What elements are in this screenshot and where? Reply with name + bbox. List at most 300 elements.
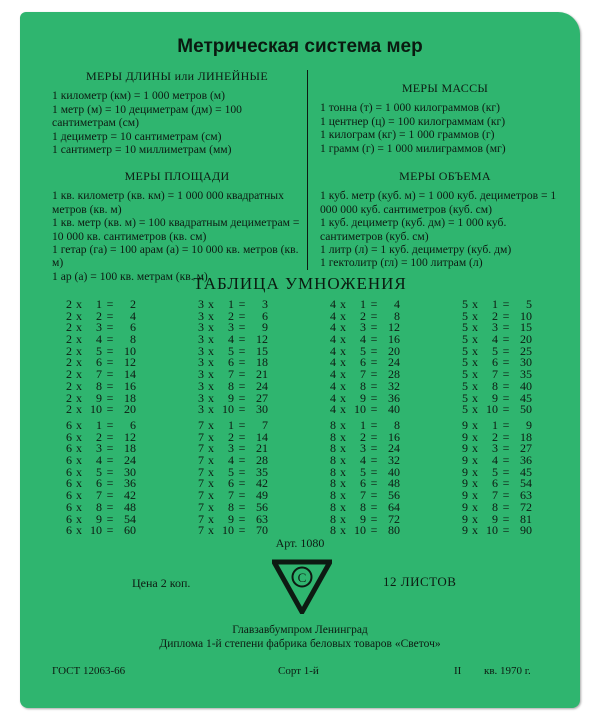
equals-sign: = bbox=[370, 402, 378, 417]
factor-b: 9 bbox=[492, 511, 498, 526]
logo-letter: С bbox=[297, 570, 307, 585]
factor-a: 4 bbox=[330, 332, 336, 347]
factor-b: 8 bbox=[96, 378, 102, 393]
product: 6 bbox=[262, 308, 268, 323]
factor-b: 2 bbox=[96, 429, 102, 444]
diploma-line: Диплома 1-й степени фабрика беловых товаров «Светоч» bbox=[159, 638, 441, 650]
factor-a: 2 bbox=[66, 378, 72, 393]
factor-b: 7 bbox=[492, 367, 498, 382]
table-row bbox=[60, 404, 136, 416]
measure-line: 1 ар (а) = 100 кв. метрам (кв. м) bbox=[52, 269, 208, 283]
equals-sign: = bbox=[106, 429, 114, 444]
equals-sign: = bbox=[370, 523, 378, 538]
equals-sign: = bbox=[370, 441, 378, 456]
times-sign: x bbox=[208, 297, 214, 311]
equals-sign: = bbox=[106, 390, 114, 405]
factor-b: 7 bbox=[228, 367, 234, 382]
times-table-4 bbox=[324, 299, 400, 416]
equals-sign: = bbox=[370, 355, 378, 370]
equals-sign: = bbox=[238, 297, 246, 311]
times-sign: x bbox=[472, 367, 478, 382]
price-label: Цена 2 коп. bbox=[132, 576, 191, 590]
product: 45 bbox=[520, 390, 532, 405]
times-sign: x bbox=[76, 464, 82, 479]
factor-a: 9 bbox=[462, 499, 468, 514]
product: 42 bbox=[124, 488, 136, 503]
factor-a: 7 bbox=[198, 511, 204, 526]
factor-a: 2 bbox=[66, 332, 72, 347]
factor-a: 7 bbox=[198, 453, 204, 468]
times-sign: x bbox=[76, 297, 82, 311]
equals-sign: = bbox=[106, 476, 114, 491]
factor-a: 5 bbox=[462, 402, 468, 417]
measure-line: 1 километр (км) = 1 000 метров (м) bbox=[52, 89, 226, 103]
equals-sign: = bbox=[106, 488, 114, 503]
article-number: Арт. 1080 bbox=[275, 536, 325, 550]
factor-a: 2 bbox=[66, 367, 72, 382]
factor-b: 7 bbox=[228, 488, 234, 503]
factor-a: 2 bbox=[66, 355, 72, 370]
product: 24 bbox=[256, 378, 268, 393]
factor-a: 4 bbox=[330, 320, 336, 335]
measure-line: 1 куб. дециметр (куб. дм) = 1 000 куб. сантиметров (куб. см) bbox=[320, 216, 507, 243]
times-table-8 bbox=[324, 420, 400, 537]
factor-b: 2 bbox=[360, 308, 366, 323]
equals-sign: = bbox=[370, 332, 378, 347]
factor-b: 8 bbox=[360, 378, 366, 393]
equals-sign: = bbox=[502, 343, 510, 358]
factor-a: 3 bbox=[198, 367, 204, 382]
factor-b: 2 bbox=[492, 308, 498, 323]
equals-sign: = bbox=[106, 355, 114, 370]
factor-b: 3 bbox=[492, 320, 498, 335]
equals-sign: = bbox=[502, 453, 510, 468]
product: 56 bbox=[388, 488, 400, 503]
factor-a: 6 bbox=[66, 499, 72, 514]
factor-b: 3 bbox=[360, 320, 366, 335]
factor-b: 10 bbox=[90, 523, 102, 538]
factor-a: 9 bbox=[462, 523, 468, 538]
factor-b: 1 bbox=[96, 297, 102, 311]
measure-line: 1 дециметр = 10 сантиметрам (см) bbox=[52, 129, 222, 143]
times-sign: x bbox=[208, 343, 214, 358]
times-sign: x bbox=[472, 441, 478, 456]
times-sign: x bbox=[208, 320, 214, 335]
times-sign: x bbox=[472, 332, 478, 347]
times-sign: x bbox=[472, 355, 478, 370]
factor-a: 7 bbox=[198, 418, 204, 432]
factor-a: 5 bbox=[462, 390, 468, 405]
product: 90 bbox=[520, 523, 532, 538]
product: 12 bbox=[124, 355, 136, 370]
equals-sign: = bbox=[502, 418, 510, 432]
times-sign: x bbox=[340, 378, 346, 393]
factor-a: 6 bbox=[66, 464, 72, 479]
factor-a: 7 bbox=[198, 476, 204, 491]
product: 5 bbox=[526, 297, 532, 311]
product: 25 bbox=[520, 343, 532, 358]
measure-line: 1 кв. метр (кв. м) = 100 квадратным дециметрам = 10 000 кв. сантиметров (кв. см) bbox=[52, 216, 300, 243]
times-sign: x bbox=[76, 418, 82, 432]
times-sign: x bbox=[340, 367, 346, 382]
equals-sign: = bbox=[502, 367, 510, 382]
factor-b: 7 bbox=[96, 488, 102, 503]
length-heading: МЕРЫ ДЛИНЫ или ЛИНЕЙНЫЕ bbox=[86, 69, 268, 83]
product: 40 bbox=[388, 464, 400, 479]
factor-b: 3 bbox=[96, 441, 102, 456]
product: 16 bbox=[388, 332, 400, 347]
times-sign: x bbox=[76, 453, 82, 468]
equals-sign: = bbox=[106, 418, 114, 432]
times-sign: x bbox=[76, 343, 82, 358]
times-sign: x bbox=[472, 429, 478, 444]
factor-b: 10 bbox=[222, 402, 234, 417]
factor-b: 10 bbox=[486, 523, 498, 538]
product: 3 bbox=[262, 297, 268, 311]
equals-sign: = bbox=[502, 378, 510, 393]
product: 80 bbox=[388, 523, 400, 538]
factor-a: 8 bbox=[330, 441, 336, 456]
product: 36 bbox=[124, 476, 136, 491]
product: 48 bbox=[388, 476, 400, 491]
equals-sign: = bbox=[238, 499, 246, 514]
factor-b: 4 bbox=[228, 453, 234, 468]
equals-sign: = bbox=[106, 367, 114, 382]
factor-a: 7 bbox=[198, 488, 204, 503]
factor-a: 2 bbox=[66, 308, 72, 323]
equals-sign: = bbox=[238, 453, 246, 468]
factor-b: 4 bbox=[96, 332, 102, 347]
times-sign: x bbox=[472, 453, 478, 468]
factor-a: 2 bbox=[66, 320, 72, 335]
times-table-9 bbox=[456, 420, 532, 537]
product: 24 bbox=[388, 355, 400, 370]
factor-a: 8 bbox=[330, 453, 336, 468]
factor-b: 3 bbox=[360, 441, 366, 456]
factor-b: 3 bbox=[96, 320, 102, 335]
factor-b: 5 bbox=[96, 343, 102, 358]
factor-b: 6 bbox=[492, 355, 498, 370]
factor-a: 9 bbox=[462, 429, 468, 444]
factor-a: 8 bbox=[330, 476, 336, 491]
factor-b: 8 bbox=[228, 499, 234, 514]
times-sign: x bbox=[472, 402, 478, 417]
factor-a: 2 bbox=[66, 297, 72, 311]
times-sign: x bbox=[340, 499, 346, 514]
factor-a: 4 bbox=[330, 343, 336, 358]
product: 9 bbox=[526, 418, 532, 432]
times-sign: x bbox=[76, 355, 82, 370]
product: 24 bbox=[388, 441, 400, 456]
factor-a: 3 bbox=[198, 378, 204, 393]
factor-b: 9 bbox=[228, 511, 234, 526]
factor-a: 9 bbox=[462, 453, 468, 468]
factor-b: 1 bbox=[360, 418, 366, 432]
grade-label: Сорт 1-й bbox=[278, 665, 319, 677]
table-row bbox=[192, 404, 268, 416]
factor-a: 5 bbox=[462, 297, 468, 311]
equals-sign: = bbox=[238, 343, 246, 358]
times-sign: x bbox=[208, 476, 214, 491]
factor-a: 5 bbox=[462, 367, 468, 382]
factor-b: 1 bbox=[96, 418, 102, 432]
factor-b: 2 bbox=[228, 429, 234, 444]
product: 20 bbox=[388, 343, 400, 358]
product: 32 bbox=[388, 453, 400, 468]
times-sign: x bbox=[208, 453, 214, 468]
equals-sign: = bbox=[106, 453, 114, 468]
equals-sign: = bbox=[502, 332, 510, 347]
measure-line: 1 грамм (г) = 1 000 милиграммов (мг) bbox=[320, 141, 506, 155]
equals-sign: = bbox=[502, 390, 510, 405]
equals-sign: = bbox=[370, 378, 378, 393]
product: 7 bbox=[262, 418, 268, 432]
times-sign: x bbox=[76, 402, 82, 417]
times-sign: x bbox=[76, 367, 82, 382]
length-lines bbox=[52, 89, 302, 156]
times-sign: x bbox=[472, 297, 478, 311]
factor-b: 5 bbox=[360, 464, 366, 479]
equals-sign: = bbox=[238, 308, 246, 323]
product: 30 bbox=[520, 355, 532, 370]
factor-b: 4 bbox=[492, 332, 498, 347]
measure-line: 1 кв. километр (кв. км) = 1 000 000 квадратных метров (кв. м) bbox=[52, 189, 284, 216]
measure-line: 1 литр (л) = 1 куб. дециметру (куб. дм) bbox=[320, 243, 512, 257]
factor-b: 7 bbox=[360, 367, 366, 382]
times-sign: x bbox=[472, 418, 478, 432]
factor-a: 7 bbox=[198, 464, 204, 479]
times-table-3 bbox=[192, 299, 268, 416]
product: 9 bbox=[262, 320, 268, 335]
times-table-2 bbox=[60, 299, 136, 416]
times-sign: x bbox=[472, 343, 478, 358]
times-sign: x bbox=[340, 488, 346, 503]
factor-b: 6 bbox=[360, 476, 366, 491]
times-table-6 bbox=[60, 420, 136, 537]
factor-b: 4 bbox=[492, 453, 498, 468]
equals-sign: = bbox=[370, 390, 378, 405]
product: 6 bbox=[130, 320, 136, 335]
factor-a: 5 bbox=[462, 378, 468, 393]
times-sign: x bbox=[76, 429, 82, 444]
times-sign: x bbox=[208, 418, 214, 432]
product: 64 bbox=[388, 499, 400, 514]
factor-a: 6 bbox=[66, 418, 72, 432]
equals-sign: = bbox=[502, 499, 510, 514]
times-sign: x bbox=[208, 511, 214, 526]
times-sign: x bbox=[208, 464, 214, 479]
factor-a: 6 bbox=[66, 441, 72, 456]
equals-sign: = bbox=[370, 429, 378, 444]
equals-sign: = bbox=[106, 511, 114, 526]
times-sign: x bbox=[472, 390, 478, 405]
product: 36 bbox=[520, 453, 532, 468]
factor-a: 6 bbox=[66, 453, 72, 468]
times-table-5 bbox=[456, 299, 532, 416]
product: 2 bbox=[130, 297, 136, 311]
factor-a: 8 bbox=[330, 499, 336, 514]
product: 20 bbox=[124, 402, 136, 417]
equals-sign: = bbox=[106, 343, 114, 358]
product: 14 bbox=[124, 367, 136, 382]
factor-b: 2 bbox=[96, 308, 102, 323]
volume-lines bbox=[320, 189, 570, 269]
product: 50 bbox=[520, 402, 532, 417]
factor-b: 5 bbox=[360, 343, 366, 358]
times-sign: x bbox=[340, 332, 346, 347]
factor-a: 8 bbox=[330, 429, 336, 444]
factor-b: 9 bbox=[492, 390, 498, 405]
factor-b: 8 bbox=[360, 499, 366, 514]
product: 18 bbox=[124, 390, 136, 405]
times-sign: x bbox=[76, 378, 82, 393]
times-sign: x bbox=[340, 343, 346, 358]
equals-sign: = bbox=[106, 402, 114, 417]
factor-a: 9 bbox=[462, 464, 468, 479]
factor-a: 8 bbox=[330, 418, 336, 432]
factor-b: 6 bbox=[96, 355, 102, 370]
factor-b: 9 bbox=[360, 390, 366, 405]
factor-a: 7 bbox=[198, 523, 204, 538]
times-sign: x bbox=[340, 402, 346, 417]
factor-b: 8 bbox=[96, 499, 102, 514]
factor-a: 3 bbox=[198, 343, 204, 358]
product: 45 bbox=[520, 464, 532, 479]
table-row bbox=[324, 404, 400, 416]
factor-a: 6 bbox=[66, 429, 72, 444]
times-sign: x bbox=[76, 320, 82, 335]
quality-mark-logo bbox=[272, 558, 332, 614]
equals-sign: = bbox=[238, 511, 246, 526]
factor-b: 6 bbox=[360, 355, 366, 370]
factor-b: 10 bbox=[222, 523, 234, 538]
equals-sign: = bbox=[238, 464, 246, 479]
times-sign: x bbox=[208, 308, 214, 323]
times-sign: x bbox=[208, 378, 214, 393]
mass-lines bbox=[320, 101, 570, 155]
times-sign: x bbox=[76, 476, 82, 491]
factor-b: 7 bbox=[360, 488, 366, 503]
factor-b: 7 bbox=[492, 488, 498, 503]
times-sign: x bbox=[208, 390, 214, 405]
volume-heading: МЕРЫ ОБЪЕМА bbox=[399, 169, 491, 183]
product: 70 bbox=[256, 523, 268, 538]
factor-a: 2 bbox=[66, 343, 72, 358]
factor-a: 7 bbox=[198, 441, 204, 456]
product: 24 bbox=[124, 453, 136, 468]
factor-b: 1 bbox=[228, 418, 234, 432]
factor-b: 1 bbox=[492, 297, 498, 311]
equals-sign: = bbox=[238, 402, 246, 417]
measure-line: 1 центнер (ц) = 100 килограммам (кг) bbox=[320, 114, 506, 128]
product: 20 bbox=[520, 332, 532, 347]
factor-b: 5 bbox=[228, 343, 234, 358]
product: 28 bbox=[388, 367, 400, 382]
product: 49 bbox=[256, 488, 268, 503]
equals-sign: = bbox=[370, 320, 378, 335]
area-heading: МЕРЫ ПЛОЩАДИ bbox=[124, 169, 230, 183]
equals-sign: = bbox=[370, 511, 378, 526]
equals-sign: = bbox=[370, 367, 378, 382]
factor-b: 1 bbox=[492, 418, 498, 432]
product: 18 bbox=[124, 441, 136, 456]
factor-a: 4 bbox=[330, 390, 336, 405]
equals-sign: = bbox=[238, 367, 246, 382]
factor-a: 9 bbox=[462, 418, 468, 432]
equals-sign: = bbox=[502, 464, 510, 479]
equals-sign: = bbox=[238, 355, 246, 370]
factor-b: 2 bbox=[360, 429, 366, 444]
mass-section bbox=[320, 82, 570, 155]
measure-line: 1 сантиметр = 10 миллиметрам (мм) bbox=[52, 143, 232, 157]
factor-b: 3 bbox=[492, 441, 498, 456]
measure-line: 1 тонна (т) = 1 000 килограммов (кг) bbox=[320, 101, 501, 115]
equals-sign: = bbox=[502, 402, 510, 417]
times-sign: x bbox=[76, 441, 82, 456]
product: 21 bbox=[256, 441, 268, 456]
times-sign: x bbox=[472, 464, 478, 479]
factor-a: 3 bbox=[198, 402, 204, 417]
times-sign: x bbox=[340, 511, 346, 526]
equals-sign: = bbox=[502, 523, 510, 538]
times-sign: x bbox=[472, 378, 478, 393]
area-section bbox=[52, 170, 302, 283]
times-sign: x bbox=[208, 499, 214, 514]
factor-b: 6 bbox=[228, 355, 234, 370]
times-sign: x bbox=[472, 511, 478, 526]
times-sign: x bbox=[340, 418, 346, 432]
factor-b: 9 bbox=[360, 511, 366, 526]
times-sign: x bbox=[76, 488, 82, 503]
product: 12 bbox=[124, 429, 136, 444]
product: 28 bbox=[256, 453, 268, 468]
equals-sign: = bbox=[502, 441, 510, 456]
equals-sign: = bbox=[502, 355, 510, 370]
factor-a: 6 bbox=[66, 476, 72, 491]
factor-b: 6 bbox=[228, 476, 234, 491]
factor-a: 4 bbox=[330, 402, 336, 417]
measure-line: 1 килограм (кг) = 1 000 граммов (г) bbox=[320, 128, 495, 142]
factor-b: 4 bbox=[360, 332, 366, 347]
equals-sign: = bbox=[238, 523, 246, 538]
product: 63 bbox=[520, 488, 532, 503]
equals-sign: = bbox=[502, 476, 510, 491]
times-sign: x bbox=[340, 453, 346, 468]
product: 42 bbox=[256, 476, 268, 491]
equals-sign: = bbox=[370, 499, 378, 514]
equals-sign: = bbox=[106, 499, 114, 514]
product: 12 bbox=[388, 320, 400, 335]
column-divider bbox=[307, 70, 308, 270]
factor-a: 7 bbox=[198, 429, 204, 444]
measure-line: 1 гектолитр (гл) = 100 литрам (л) bbox=[320, 256, 483, 270]
product: 15 bbox=[520, 320, 532, 335]
table-row bbox=[456, 404, 532, 416]
factor-b: 4 bbox=[360, 453, 366, 468]
equals-sign: = bbox=[370, 453, 378, 468]
equals-sign: = bbox=[106, 308, 114, 323]
length-section bbox=[52, 70, 302, 156]
product: 48 bbox=[124, 499, 136, 514]
factor-a: 5 bbox=[462, 355, 468, 370]
factor-a: 3 bbox=[198, 320, 204, 335]
product: 30 bbox=[124, 464, 136, 479]
factor-a: 7 bbox=[198, 499, 204, 514]
product: 27 bbox=[256, 390, 268, 405]
times-sign: x bbox=[340, 523, 346, 538]
factor-a: 4 bbox=[330, 297, 336, 311]
product: 16 bbox=[124, 378, 136, 393]
